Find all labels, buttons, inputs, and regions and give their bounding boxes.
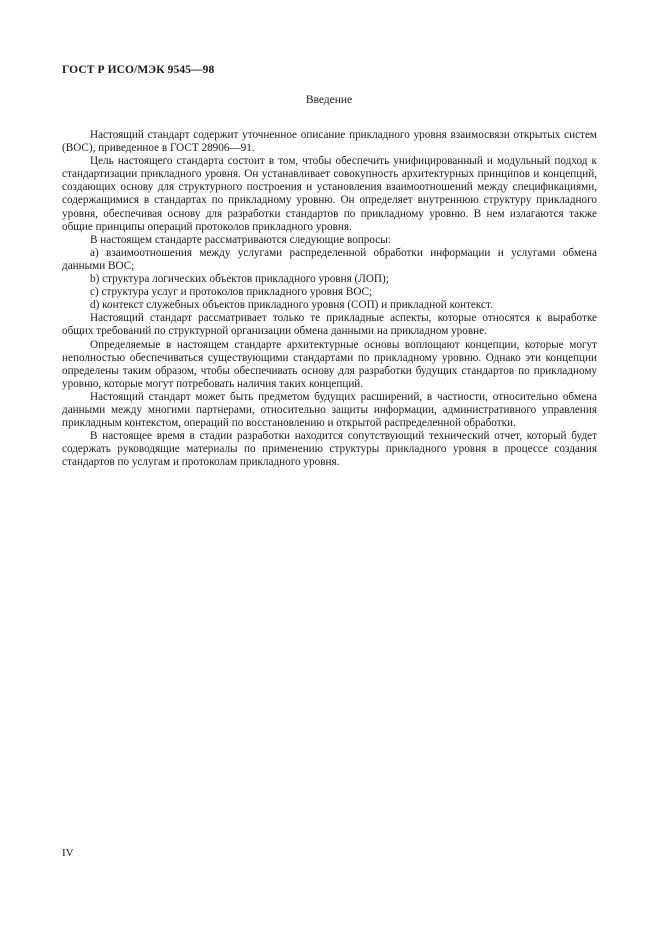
document-header: ГОСТ Р ИСО/МЭК 9545—98	[62, 64, 215, 76]
list-item: а) взаимоотношения между услугами распределенной обработки информации и услугами обмена данными ВОС;	[62, 246, 597, 272]
page-number: IV	[62, 847, 74, 859]
section-title: Введение	[305, 94, 353, 106]
list-item: b) структура логических объектов прикладного уровня (ЛОП);	[90, 273, 389, 286]
paragraph: Цель настоящего стандарта состоит в том, чтобы обеспечить унифицированный и модульный подход к стандартизации прикладного уровня. Он устанавливает совокупность архитектурных принципов и концепций, создающих основу для структурного построения и установления взаимоотношений между спецификациями, содержащимися в стандартах по прикладному уровню. Он определяет внутреннюю структуру прикладного уровня, обеспечивая основу для разработки стандартов по прикладному уровню. В нем излагаются также общие принципы операций протоколов прикладного уровня.	[62, 155, 597, 233]
paragraph: Настоящий стандарт рассматривает только те прикладные аспекты, которые относятся к выработке общих требований по структурной организации обмена данными на прикладном уровне.	[62, 312, 597, 338]
paragraph: Определяемые в настоящем стандарте архитектурные основы воплощают концепции, которые могут неполностью обеспечиваться существующими стандартами по прикладному уровню. Однако эти концепции определены таким образом, чтобы обеспечивать основу для разработки будущих стандартов по прикладному уровню, которые могут потребовать наличия таких концепций.	[62, 338, 597, 390]
list-item: d) контекст служебных объектов прикладного уровня (СОП) и прикладной контекст.	[90, 299, 493, 312]
paragraph: Настоящий стандарт может быть предметом будущих расширений, в частности, относительно обмена данными между многими партнерами, относительно защиты информации, административного управления прикладным контекстом, операций по восстановлению и открытой распределенной обработки.	[62, 390, 597, 430]
paragraph: Настоящий стандарт содержит уточненное описание прикладного уровня взаимосвязи открытых систем (ВОС), приведенное в ГОСТ 28906—91.	[62, 129, 597, 155]
paragraph: В настоящем стандарте рассматриваются следующие вопросы:	[90, 233, 391, 246]
body-text	[62, 129, 597, 469]
paragraph: В настоящее время в стадии разработки находится сопутствующий технический отчет, который будет содержать руководящие материалы по применению структуры прикладного уровня в процессе создания стандартов по услугам и протоколам прикладного уровня.	[62, 430, 597, 469]
list-item: c) структура услуг и протоколов прикладного уровня ВОС;	[90, 286, 373, 299]
